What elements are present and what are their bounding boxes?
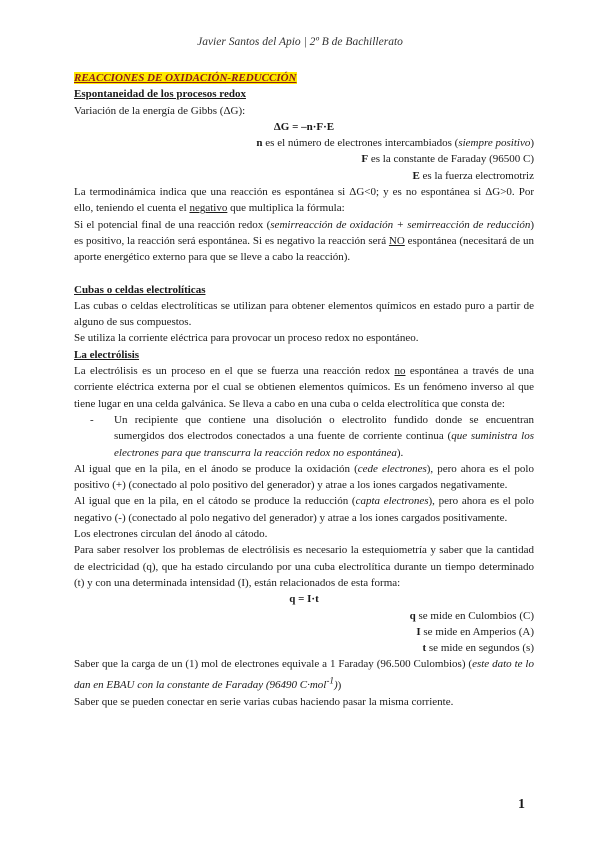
paragraph-catodo: Al igual que en la pila, en el cátodo se produce la reducción (capta electrones), pero ahora es el polo negativo (-) (conectado al polo negativo del generador) y atrae a los iones cargados positivamente. — [74, 495, 534, 524]
subheading-electrolisis: La electrólisis — [74, 348, 140, 361]
gibbs-intro: Variación de la energía de Gibbs (ΔG): — [74, 104, 246, 117]
paragraph-thermo: La termodinámica indica que una reacción es espontánea si ΔG<0; y es no espontánea si ΔG>0. Por ello, teniendo el cuenta el negativo que multiplica la fórmula: — [74, 186, 534, 215]
definition-e: E es la fuerza electromotriz — [412, 169, 534, 182]
section-heading-cubas: Cubas o celdas electrolíticas — [74, 283, 206, 296]
page-number: 1 — [518, 797, 525, 812]
list-item — [90, 412, 534, 461]
document-title: REACCIONES DE OXIDACIÓN-REDUCCIÓN — [74, 72, 297, 84]
definition-n: n es el número de electrones intercambiados (siempre positivo) — [256, 137, 534, 150]
paragraph-serie: Saber que se pueden conectar en serie varias cubas haciendo pasar la misma corriente. — [74, 695, 454, 708]
document-body — [74, 70, 534, 710]
page-header: Javier Santos del Apio | 2º B de Bachillerato — [197, 36, 403, 48]
paragraph-electrolisis: La electrólisis es un proceso en el que se fuerza una reacción redox no espontánea a través de una corriente eléctrica externa por el cual se obtienen elementos químicos. Es un fenómeno inverso al que tiene lugar en una celda galvánica. Se lleva a cabo en una cuba o celda electrolítica que consta de: — [74, 365, 534, 410]
paragraph-cubas-intro: Las cubas o celdas electrolíticas se utilizan para obtener elementos químicos en estado puro a partir de alguno de sus compuestos. — [74, 299, 534, 329]
definition-f: F es la constante de Faraday (96500 C) — [361, 153, 534, 166]
gibbs-formula: ΔG = –n·F·E — [273, 120, 335, 133]
section-heading-redox: Espontaneidad de los procesos redox — [74, 88, 246, 101]
paragraph-corriente: Se utiliza la corriente eléctrica para provocar un proceso redox no espontáneo. — [74, 332, 419, 345]
definition-t: t se mide en segundos (s) — [422, 642, 534, 655]
charge-formula: q = I·t — [289, 593, 319, 606]
paragraph-problemas: Para saber resolver los problemas de electrólisis es necesario la estequiometría y saber que la cantidad de electricidad (q), que ha estado circulando por una cuba electrolítica durante un tiempo determinado (t) y con una determinada intensidad (I), están relacionados de esta forma: — [74, 544, 534, 589]
paragraph-electrones: Los electrones circulan del ánodo al cátodo. — [74, 528, 268, 541]
definition-q: q se mide en Culombios (C) — [409, 609, 534, 622]
definition-i: I se mide en Amperios (A) — [416, 625, 534, 638]
paragraph-anodo: Al igual que en la pila, en el ánodo se produce la oxidación (cede electrones), pero ahora es el polo positivo (+) (conectado al polo positivo del generador) y atrae a los iones cargados negativamente. — [74, 462, 534, 492]
paragraph-potential: Si el potencial final de una reacción redox (semirreacción de oxidación + semirreacción de reducción) es positivo, la reacción será espontánea. Si es negativo la reacción será NO espontánea (necesitará de un aporte energético externo para que se lleve a cabo la reacción). — [74, 218, 535, 264]
list-item-text: Un recipiente que contiene una disolución o electrolito fundido donde se encuentran sumergidos dos electrodos conectados a una fuente de corriente continua (que suministra los electrones para que transcurra la reacción redox no espontánea). — [114, 413, 534, 459]
paragraph-faraday: Saber que la carga de un (1) mol de electrones equivale a 1 Faraday (96.500 Culombios) (este dato te lo dan en EBAU con la constante de Faraday (96490 C·mol$^{-1}$)) — [74, 658, 534, 692]
list-bullet: - — [90, 413, 94, 426]
